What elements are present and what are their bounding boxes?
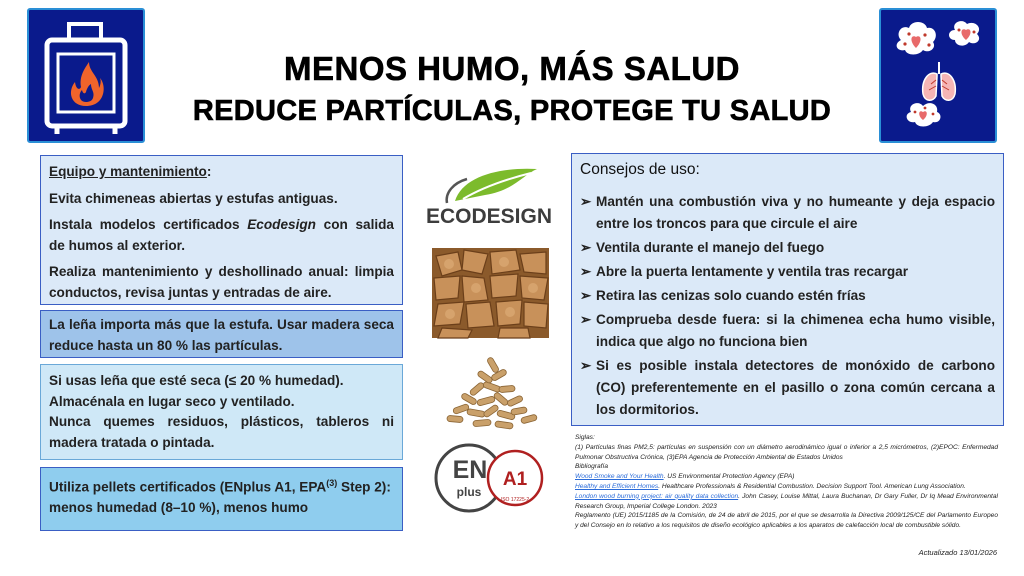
list-item: ➢ Si es posible instala detectores de monóxido de carbono (CO) preferentemente en el pasillo o zona común cercana a los dormitorios. bbox=[580, 355, 995, 421]
references-block bbox=[575, 433, 998, 531]
equipment-tip-2: Instala modelos certificados Ecodesign con salida de humos al exterior. bbox=[49, 217, 394, 253]
pellets-panel bbox=[40, 467, 403, 531]
arrow-bullet-icon: ➢ bbox=[580, 263, 592, 279]
usage-tips-title: Consejos de uso: bbox=[580, 161, 700, 178]
list-item: ➢ Abre la puerta lentamente y ventila tras recargar bbox=[580, 261, 995, 283]
list-item: ➢ Retira las cenizas solo cuando estén frías bbox=[580, 285, 995, 307]
svg-text:ISO 17225-2: ISO 17225-2 bbox=[500, 497, 530, 503]
equipment-tip-3: Realiza mantenimiento y deshollinado anual: limpia conductos, revisa juntas y entradas de aire. bbox=[49, 264, 394, 300]
ecodesign-logo bbox=[425, 165, 553, 228]
arrow-bullet-icon: ➢ bbox=[580, 287, 592, 303]
svg-text:plus: plus bbox=[456, 485, 482, 499]
reference-1-link[interactable]: Wood Smoke and Your Health bbox=[575, 473, 664, 481]
reference-2-link[interactable]: Healthy and Efficient Homes bbox=[575, 482, 659, 490]
stove-fire-icon bbox=[27, 8, 145, 143]
dry-wood-line-2: Almacénala en lugar seco y ventilado. bbox=[49, 393, 295, 409]
dry-wood-panel bbox=[40, 364, 403, 460]
reference-2: Healthy and Efficient Homes. Healthcare Professionals & Residential Combustion. Decision Support Tool. American Lung Association. bbox=[575, 482, 966, 490]
firewood-text: La leña importa más que la estufa. Usar madera seca reduce hasta un 80 % las partículas. bbox=[49, 317, 394, 353]
reference-3: London wood burning project: air quality data collection. John Casey, Louise Mittal, Laura Buchanan, Dr Gary Fuller, Dr Iq Mead Environmental Research Group, Imperial College London. 2023 bbox=[575, 492, 998, 510]
usage-tips-list bbox=[580, 191, 995, 421]
updated-date: Actualizado 13/01/2026 bbox=[918, 548, 997, 557]
equipment-tip-1: Evita chimeneas abiertas y estufas antiguas. bbox=[49, 190, 338, 206]
list-item: ➢ Ventila durante el manejo del fuego bbox=[580, 237, 995, 259]
list-item: ➢ Comprueba desde fuera: si la chimenea echa humo visible, indica que algo no funciona bien bbox=[580, 309, 995, 353]
bibliography-label: Bibliografía bbox=[575, 463, 608, 471]
pellets-photo bbox=[433, 350, 548, 432]
equipment-maintenance-panel bbox=[40, 155, 403, 305]
usage-tips-panel bbox=[571, 153, 1004, 426]
siglas-label: Siglas: bbox=[575, 434, 595, 441]
siglas-text: (1) Partículas finas PM2,5: partículas en suspensión con un diámetro aerodinámico igual o inferior a 2,5 micrómetros, (2)EPOC: Enfermedad Pulmonar Obstructiva Crónica, (3)EPA Agencia de Protección Ambiental de Estados Unidos bbox=[575, 443, 998, 461]
reference-4: Reglamento (UE) 2015/1185 de la Comisión, de 24 de abril de 2015, por el que se desarrolla la Directiva 2009/125/CE del Parlamento Europeo y del Consejo en lo relativo a los requisitos de diseño ecológico aplicables a los aparatos de calefacción local de combustible sólido. bbox=[575, 512, 998, 530]
list-item: ➢ Mantén una combustión viva y no humeante y deja espacio entre los troncos para que circule el aire bbox=[580, 191, 995, 235]
svg-text:A1: A1 bbox=[502, 469, 528, 490]
ecodesign-emphasis: Ecodesign bbox=[247, 217, 316, 232]
page-title: MENOS HUMO, MÁS SALUD bbox=[284, 50, 740, 87]
reference-1: Wood Smoke and Your Health. US Environmental Protection Agency (EPA) bbox=[575, 473, 795, 481]
dry-wood-line-1: Si usas leña que esté seca (≤ 20 % humedad). bbox=[49, 373, 344, 388]
svg-text:EN: EN bbox=[452, 456, 488, 484]
arrow-bullet-icon: ➢ bbox=[580, 239, 592, 255]
arrow-bullet-icon: ➢ bbox=[580, 311, 592, 327]
page-subtitle: REDUCE PARTÍCULAS, PROTEGE TU SALUD bbox=[192, 95, 832, 127]
svg-text:ECODESIGN: ECODESIGN bbox=[425, 205, 553, 228]
reference-3-link[interactable]: London wood burning project: air quality data collection bbox=[575, 492, 739, 500]
pellets-text: Utiliza pellets certificados (ENplus A1, EPA$^{(3)}$ Step 2): menos humedad (8–10 %), menos humo bbox=[49, 478, 391, 516]
equipment-heading: Equipo y mantenimiento bbox=[49, 164, 207, 179]
dry-wood-line-3: Nunca quemes residuos, plásticos, tableros ni madera tratada o pintada. bbox=[49, 414, 394, 450]
arrow-bullet-icon: ➢ bbox=[580, 193, 592, 209]
enplus-a1-logo bbox=[433, 442, 545, 514]
firewood-photo bbox=[432, 248, 549, 338]
equipment-heading-colon: : bbox=[206, 164, 212, 179]
firewood-panel bbox=[40, 310, 403, 358]
health-lungs-heart-icon bbox=[879, 8, 997, 143]
arrow-bullet-icon: ➢ bbox=[580, 357, 592, 373]
